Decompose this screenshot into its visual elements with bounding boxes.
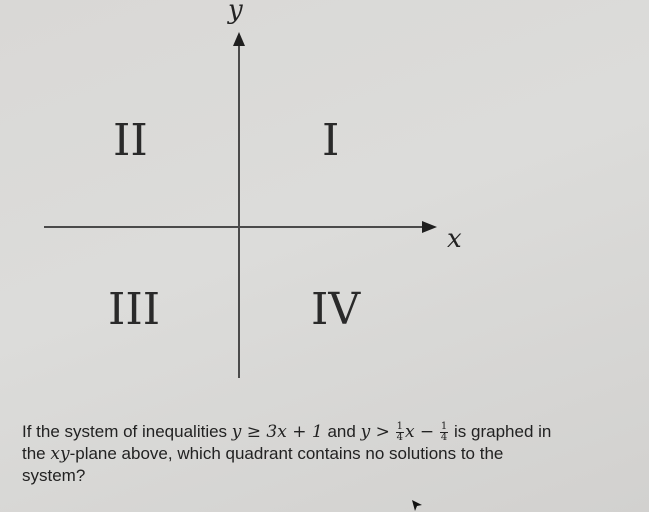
quadrant-ii-label: II	[113, 115, 148, 166]
fraction-2-denominator: 4	[440, 432, 448, 444]
question-lead: If the system of inequalities	[22, 422, 228, 441]
question-text	[22, 421, 622, 487]
conjunction: and	[327, 422, 356, 441]
inequality-2-mid: x −	[404, 422, 435, 442]
fraction-2	[440, 422, 448, 443]
fraction-1	[396, 422, 404, 443]
y-axis-label: y	[228, 0, 243, 25]
quadrant-iv-label: IV	[311, 284, 361, 335]
y-axis-arrowhead	[233, 32, 245, 46]
quadrant-iii-label: III	[108, 284, 161, 335]
quadrant-i-label: I	[322, 115, 340, 166]
x-axis-arrowhead	[422, 221, 437, 233]
plane-variable: xy	[50, 444, 70, 465]
line2-pre: the	[22, 444, 46, 464]
fraction-1-denominator: 4	[396, 432, 403, 444]
line2-rest: -plane above, which quadrant contains no solutions to the	[69, 444, 504, 464]
fraction-2-numerator: 1	[440, 421, 448, 433]
inequality-2-lhs: y >	[360, 422, 390, 442]
x-axis-label: x	[447, 224, 462, 254]
inequality-1: y ≥ 3x + 1	[231, 422, 323, 442]
question-line-3: system?	[22, 466, 86, 486]
mouse-cursor-icon	[410, 498, 424, 512]
fraction-1-numerator: 1	[396, 421, 403, 433]
question-tail-1: is graphed in	[454, 422, 552, 441]
